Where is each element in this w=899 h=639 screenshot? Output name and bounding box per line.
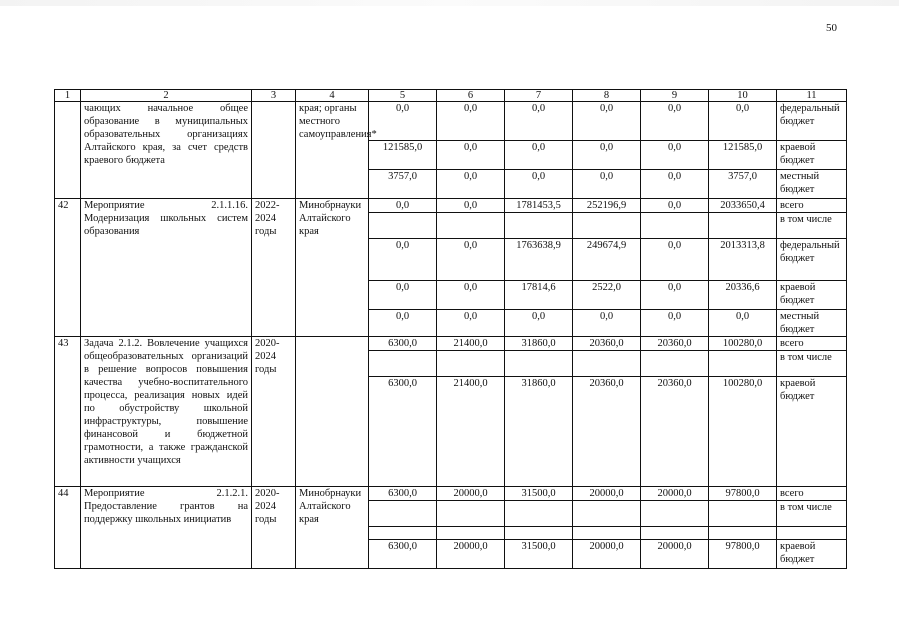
amount-cell xyxy=(437,527,505,540)
amount-cell: 31860,0 xyxy=(505,337,573,351)
years-cell: 2020-2024 годы xyxy=(252,487,296,569)
amount-cell: 121585,0 xyxy=(369,141,437,170)
amount-cell: 249674,9 xyxy=(573,239,641,281)
executor-cell: края; органы местного самоуправления* xyxy=(296,102,369,199)
row-number-cell: 44 xyxy=(55,487,81,569)
funding-source-cell: краевой бюджет xyxy=(777,281,847,310)
funding-source-cell: в том числе xyxy=(777,501,847,527)
column-number: 1 xyxy=(55,90,81,102)
amount-cell: 0,0 xyxy=(641,310,709,337)
amount-cell xyxy=(369,501,437,527)
amount-cell: 20000,0 xyxy=(437,540,505,569)
column-number: 3 xyxy=(252,90,296,102)
years-cell: 2022-2024 годы xyxy=(252,199,296,337)
amount-cell: 252196,9 xyxy=(573,199,641,213)
amount-cell xyxy=(641,351,709,377)
amount-cell: 1781453,5 xyxy=(505,199,573,213)
amount-cell: 100280,0 xyxy=(709,337,777,351)
amount-cell: 17814,6 xyxy=(505,281,573,310)
amount-cell: 0,0 xyxy=(437,281,505,310)
amount-cell: 0,0 xyxy=(369,239,437,281)
amount-cell: 0,0 xyxy=(369,310,437,337)
amount-cell: 0,0 xyxy=(505,310,573,337)
column-number: 7 xyxy=(505,90,573,102)
funding-source-cell xyxy=(777,527,847,540)
amount-cell xyxy=(709,501,777,527)
row-number-cell: 43 xyxy=(55,337,81,487)
amount-cell: 20000,0 xyxy=(641,487,709,501)
funding-source-cell: краевой бюджет xyxy=(777,141,847,170)
amount-cell: 20360,0 xyxy=(573,377,641,487)
amount-cell: 0,0 xyxy=(437,310,505,337)
row-number-cell xyxy=(55,102,81,199)
table-row xyxy=(55,337,847,351)
funding-source-cell: федеральный бюджет xyxy=(777,239,847,281)
amount-cell: 0,0 xyxy=(505,141,573,170)
funding-source-cell: федеральный бюджет xyxy=(777,102,847,141)
amount-cell: 0,0 xyxy=(573,310,641,337)
measure-name-cell: Задача 2.1.2. Вовлечение учащихся общеобразовательных организаций в решение вопросов повышения качества учебно-воспитательного процесса, реализация новых идей по обустройству школьной инфраструктуры, повышение финансовой и бюджетной грамотности, а также гражданской активности учащихся xyxy=(81,337,252,487)
amount-cell: 0,0 xyxy=(573,102,641,141)
amount-cell: 0,0 xyxy=(641,102,709,141)
amount-cell: 0,0 xyxy=(437,170,505,199)
amount-cell: 97800,0 xyxy=(709,487,777,501)
amount-cell: 0,0 xyxy=(641,141,709,170)
measure-name-cell: Мероприятие 2.1.1.16. Модернизация школьных систем образования xyxy=(81,199,252,337)
amount-cell xyxy=(573,351,641,377)
years-cell xyxy=(252,102,296,199)
amount-cell: 3757,0 xyxy=(709,170,777,199)
amount-cell: 20000,0 xyxy=(573,540,641,569)
column-number: 9 xyxy=(641,90,709,102)
amount-cell xyxy=(505,213,573,239)
amount-cell: 100280,0 xyxy=(709,377,777,487)
amount-cell xyxy=(437,351,505,377)
amount-cell: 31860,0 xyxy=(505,377,573,487)
table-row xyxy=(55,102,847,141)
amount-cell: 2033650,4 xyxy=(709,199,777,213)
amount-cell: 0,0 xyxy=(573,141,641,170)
column-number: 8 xyxy=(573,90,641,102)
amount-cell: 6300,0 xyxy=(369,337,437,351)
executor-cell: Минобрнауки Алтайского края xyxy=(296,487,369,569)
amount-cell xyxy=(573,213,641,239)
years-cell: 2020-2024 годы xyxy=(252,337,296,487)
amount-cell: 0,0 xyxy=(641,281,709,310)
amount-cell: 0,0 xyxy=(641,170,709,199)
amount-cell xyxy=(505,527,573,540)
amount-cell: 6300,0 xyxy=(369,487,437,501)
column-number: 10 xyxy=(709,90,777,102)
executor-cell xyxy=(296,337,369,487)
amount-cell: 0,0 xyxy=(437,102,505,141)
amount-cell xyxy=(437,501,505,527)
amount-cell: 121585,0 xyxy=(709,141,777,170)
budget-table xyxy=(54,89,847,569)
funding-source-cell: всего xyxy=(777,337,847,351)
amount-cell xyxy=(369,213,437,239)
amount-cell xyxy=(437,213,505,239)
funding-source-cell: местный бюджет xyxy=(777,170,847,199)
header-row xyxy=(55,90,847,102)
amount-cell: 0,0 xyxy=(573,170,641,199)
amount-cell xyxy=(573,501,641,527)
column-number: 11 xyxy=(777,90,847,102)
column-number: 4 xyxy=(296,90,369,102)
funding-source-cell: краевой бюджет xyxy=(777,540,847,569)
amount-cell: 20360,0 xyxy=(573,337,641,351)
amount-cell: 0,0 xyxy=(369,281,437,310)
scan-edge-band xyxy=(0,0,899,6)
amount-cell: 0,0 xyxy=(437,141,505,170)
amount-cell: 0,0 xyxy=(641,239,709,281)
amount-cell: 3757,0 xyxy=(369,170,437,199)
amount-cell: 2522,0 xyxy=(573,281,641,310)
funding-source-cell: всего xyxy=(777,199,847,213)
table-row xyxy=(55,487,847,501)
amount-cell: 0,0 xyxy=(641,199,709,213)
amount-cell: 2013313,8 xyxy=(709,239,777,281)
amount-cell: 0,0 xyxy=(369,102,437,141)
amount-cell: 0,0 xyxy=(505,170,573,199)
amount-cell xyxy=(709,351,777,377)
amount-cell: 0,0 xyxy=(369,199,437,213)
amount-cell xyxy=(369,527,437,540)
amount-cell xyxy=(709,527,777,540)
row-number-cell: 42 xyxy=(55,199,81,337)
amount-cell xyxy=(641,213,709,239)
amount-cell xyxy=(709,213,777,239)
amount-cell: 6300,0 xyxy=(369,377,437,487)
amount-cell: 20360,0 xyxy=(641,377,709,487)
amount-cell: 97800,0 xyxy=(709,540,777,569)
amount-cell: 20360,0 xyxy=(641,337,709,351)
amount-cell: 0,0 xyxy=(437,199,505,213)
amount-cell xyxy=(641,527,709,540)
amount-cell: 6300,0 xyxy=(369,540,437,569)
measure-name-cell: чающих начальное общее образование в муниципальных образовательных организациях Алтайского края, за счет средств краевого бюджета xyxy=(81,102,252,199)
amount-cell xyxy=(641,501,709,527)
amount-cell: 31500,0 xyxy=(505,540,573,569)
amount-cell: 1763638,9 xyxy=(505,239,573,281)
executor-cell: Минобрнауки Алтайского края xyxy=(296,199,369,337)
amount-cell: 0,0 xyxy=(709,310,777,337)
amount-cell: 20000,0 xyxy=(573,487,641,501)
page-number: 50 xyxy=(826,22,837,34)
amount-cell xyxy=(505,351,573,377)
amount-cell: 21400,0 xyxy=(437,377,505,487)
funding-source-cell: местный бюджет xyxy=(777,310,847,337)
amount-cell: 0,0 xyxy=(709,102,777,141)
amount-cell: 0,0 xyxy=(505,102,573,141)
funding-source-cell: краевой бюджет xyxy=(777,377,847,487)
amount-cell: 20000,0 xyxy=(437,487,505,501)
measure-name-cell: Мероприятие 2.1.2.1. Предоставление грантов на поддержку школьных инициатив xyxy=(81,487,252,569)
funding-source-cell: в том числе xyxy=(777,213,847,239)
amount-cell xyxy=(505,501,573,527)
table-row xyxy=(55,199,847,213)
amount-cell xyxy=(369,351,437,377)
column-number: 6 xyxy=(437,90,505,102)
amount-cell: 31500,0 xyxy=(505,487,573,501)
amount-cell: 20336,6 xyxy=(709,281,777,310)
amount-cell: 0,0 xyxy=(437,239,505,281)
funding-source-cell: всего xyxy=(777,487,847,501)
amount-cell: 21400,0 xyxy=(437,337,505,351)
funding-source-cell: в том числе xyxy=(777,351,847,377)
column-number: 5 xyxy=(369,90,437,102)
amount-cell xyxy=(573,527,641,540)
column-number: 2 xyxy=(81,90,252,102)
amount-cell: 20000,0 xyxy=(641,540,709,569)
